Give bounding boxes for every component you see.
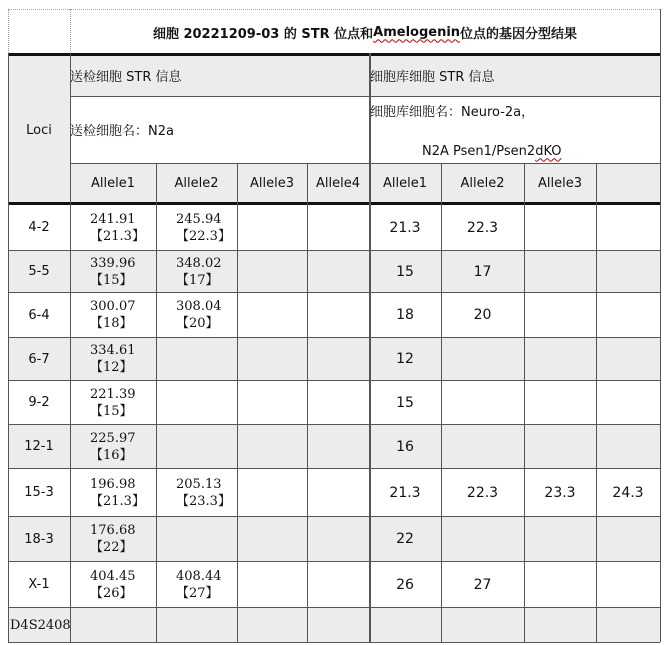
allele-divider <box>156 164 157 642</box>
sample-allele-value <box>70 562 156 607</box>
allele-repeat: 【18】 <box>90 316 133 331</box>
header-rule <box>8 202 660 205</box>
sample-allele-value <box>156 293 237 337</box>
allele-repeat: 【15】 <box>90 403 133 419</box>
locus-label: D4S2408 <box>10 617 71 633</box>
library-allele-value: 20 <box>473 307 492 323</box>
row-divider <box>8 516 660 517</box>
allele-size: 339.96 <box>90 255 136 271</box>
allele-repeat: 【21.3】 <box>90 493 145 509</box>
allele-repeat: 【17】 <box>176 272 219 288</box>
allele-size: 245.94 <box>176 211 222 227</box>
allele-size: 196.98 <box>90 476 136 492</box>
sample-allele-header: Allele1 <box>91 175 135 191</box>
sample-allele-value <box>156 205 237 250</box>
allele-size: 205.13 <box>176 476 222 492</box>
report-title <box>70 12 660 52</box>
library-allele-value: 22.3 <box>466 484 499 501</box>
row-shading <box>8 608 660 642</box>
right-border <box>660 9 661 642</box>
row-divider <box>8 292 660 293</box>
allele-size: 334.61 <box>90 343 136 358</box>
allele-size: 241.91 <box>90 211 136 227</box>
library-allele-value: 16 <box>396 438 414 455</box>
allele-repeat: 【12】 <box>90 360 133 375</box>
sample-cell-name: 送检细胞名：N2a <box>70 123 174 139</box>
library-allele-value: 21.3 <box>389 484 421 501</box>
library-allele-value: 27 <box>473 576 492 593</box>
library-allele-value: 23.3 <box>544 484 576 501</box>
sample-allele-value <box>156 562 237 607</box>
section-divider <box>369 53 371 642</box>
allele-size: 176.68 <box>90 523 136 538</box>
locus-label: 6-7 <box>28 351 50 367</box>
title-rule <box>8 53 660 56</box>
library-allele-header: Allele1 <box>383 175 427 191</box>
title-prefix: 细胞 20221209-03 的 STR 位点和 <box>152 26 374 42</box>
row-divider <box>8 468 660 469</box>
sample-allele-header: Allele4 <box>316 175 360 191</box>
library-allele-value: 18 <box>396 307 414 323</box>
library-allele-value: 24.3 <box>612 484 644 501</box>
row-divider <box>8 424 660 425</box>
locus-label: 15-3 <box>24 485 54 500</box>
row-divider <box>8 561 660 562</box>
sample-allele-value <box>156 251 237 292</box>
sample-section-header: 送检细胞 STR 信息 <box>70 69 182 85</box>
name-rule <box>70 163 660 164</box>
title-amelogenin: Amelogenin <box>373 24 461 40</box>
allele-divider <box>524 164 525 642</box>
library-allele-value: 26 <box>396 576 414 593</box>
row-divider <box>8 250 660 251</box>
allele-repeat: 【27】 <box>176 585 219 601</box>
allele-repeat: 【16】 <box>90 447 133 463</box>
sample-allele-value <box>70 469 156 516</box>
allele-repeat: 【15】 <box>90 272 133 288</box>
title-left-border <box>8 9 9 53</box>
title-inner-border <box>70 9 71 53</box>
allele-divider <box>307 164 308 642</box>
library-allele-value: 15 <box>396 394 414 411</box>
sample-allele-value <box>156 469 237 516</box>
row-divider <box>8 607 660 608</box>
locus-label: 18-3 <box>24 531 54 547</box>
loci-divider <box>70 53 71 642</box>
left-border <box>8 53 9 642</box>
library-allele-header: Allele3 <box>538 175 582 191</box>
library-allele-value: 22.3 <box>466 219 499 236</box>
section-rule <box>70 96 660 97</box>
locus-label: 6-4 <box>28 307 50 323</box>
library-allele-value: 21.3 <box>389 219 421 236</box>
library-section-header: 细胞库细胞 STR 信息 <box>370 69 495 85</box>
allele-size: 404.45 <box>90 568 136 584</box>
row-divider <box>8 642 660 643</box>
top-border <box>8 9 660 10</box>
library-cell-name-label: 细胞库细胞名：Neuro-2a， <box>370 104 535 120</box>
allele-repeat: 【22.3】 <box>176 228 231 244</box>
sample-allele-value <box>70 381 156 424</box>
allele-repeat: 【23.3】 <box>176 493 231 509</box>
locus-label: 9-2 <box>28 395 50 410</box>
allele-size: 225.97 <box>90 430 136 446</box>
sample-allele-header: Allele3 <box>250 175 294 191</box>
locus-label: 4-2 <box>28 220 50 235</box>
allele-divider <box>441 164 442 642</box>
library-allele-value: 15 <box>396 263 414 280</box>
sample-allele-value <box>70 517 156 561</box>
sample-allele-value <box>70 205 156 250</box>
sample-allele-value <box>70 293 156 337</box>
sample-allele-value <box>70 338 156 380</box>
allele-repeat: 【20】 <box>176 316 219 331</box>
allele-repeat: 【22】 <box>90 540 133 555</box>
allele-divider <box>596 164 597 642</box>
allele-size: 348.02 <box>176 255 222 271</box>
row-divider <box>8 337 660 338</box>
library-name-text: N2A Psen1/Psen2 <box>422 143 536 159</box>
library-cell-name-line2 <box>370 138 660 164</box>
sample-allele-header: Allele2 <box>174 175 219 191</box>
loci-header: Loci <box>26 122 52 138</box>
allele-size: 308.04 <box>176 299 222 314</box>
library-allele-value: 22 <box>396 531 414 547</box>
sample-allele-value <box>70 251 156 292</box>
allele-size: 221.39 <box>90 386 136 402</box>
locus-label: 12-1 <box>24 439 54 454</box>
library-allele-value: 17 <box>473 263 492 280</box>
library-allele-value: 12 <box>396 351 414 367</box>
title-suffix: 位点的基因分型结果 <box>460 26 578 42</box>
library-allele-header: Allele2 <box>460 175 505 191</box>
allele-repeat: 【21.3】 <box>90 228 145 244</box>
locus-label: 5-5 <box>28 264 50 279</box>
sample-allele-value <box>70 425 156 468</box>
allele-size: 408.44 <box>176 568 222 584</box>
row-divider <box>8 380 660 381</box>
allele-divider <box>237 164 238 642</box>
allele-repeat: 【26】 <box>90 585 133 601</box>
locus-label: X-1 <box>28 577 50 592</box>
allele-size: 300.07 <box>90 299 136 314</box>
library-name-dko: dKO <box>535 143 562 159</box>
